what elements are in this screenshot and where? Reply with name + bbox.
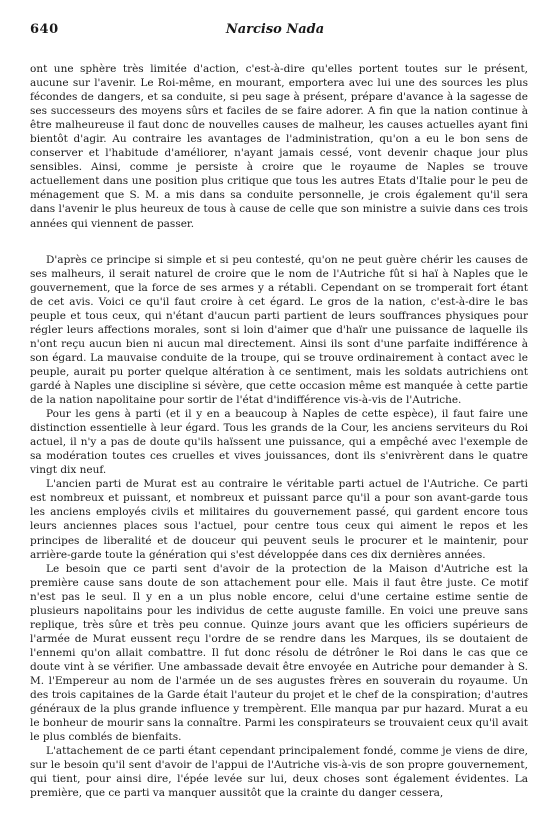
- page-header: [30, 22, 520, 38]
- paragraph: L'attachement de ce parti étant cependant principalement fondé, comme je viens de dire, sur le besoin qu'il sent d'avoir de l'appui de l'Autriche vis-à-vis de son propre gouvernement, qui tient, pour ainsi dire, l'épée levée sur lui, deux choses sont également évidentes. La première, que ce parti va manquer aussitôt que la crainte du danger cessera,: [30, 745, 528, 800]
- paragraph-continuation: ont une sphère très limitée d'action, c'est-à-dire qu'elles portent toutes sur le présent, aucune sur l'avenir. Le Roi-même, en mourant, emportera avec lui une des sources les plus fécondes de dangers, et sa conduite, si peu sage à présent, prépare d'avance à la sagesse de ses successeurs des moyens sûrs et faciles de se faire adorer. A fin que la nation continue à être malheureuse il faut donc de nouvelles causes de malheur, les causes actuelles ayant fini bientôt d'agir. Au contraire les avantages de l'administration, qu'on a eu le bon sens de conserver et l'habitude d'améliorer, n'ayant jamais cessé, vont devenir chaque jour plus sensibles. Ainsi, comme je persiste à croire que le royaume de Naples se trouve actuellement dans une position plus critique que tous les autres Etats d'Italie pour le peu de ménagement que S. M. a mis dans sa conduite personnelle, je crois également qu'il sera dans l'avenir le plus heureux de tous à cause de celle que son ministre a suivie dans ces trois années qui viennent de passer.: [30, 63, 528, 230]
- page-number: 640: [30, 22, 59, 37]
- paragraph: L'ancien parti de Murat est au contraire le véritable parti actuel de l'Autriche. Ce parti est nombreux et puissant, et nombreux et puissant parce qu'il a pour son avant-garde tous les anciens employés civils et militaires du gouvernement passé, qui gardent encore tous leurs anciennes places sous l'actuel, pour centre tous ceux qui aiment le repos et les principes de liberalité et de douceur qui peuvent seuls le procurer et le maintenir, pour arrière-garde toute la génération qui s'est développée dans ces dix dernières années.: [30, 478, 528, 561]
- paragraph: Le besoin que ce parti sent d'avoir de la protection de la Maison d'Autriche est la première cause sans doute de son attachement pour elle. Mais il faut être juste. Ce motif n'est pas le seul. Il y en a un plus noble encore, celui d'une certaine estime sentie de plusieurs napolitains pour les individus de cette auguste famille. En voici une preuve sans replique, très sûre et très peu connue. Quinze jours avant que les officiers supérieurs de l'armée de Murat eussent reçu l'ordre de se rendre dans les Marques, ils se doutaient de l'ennemi qu'on allait combattre. Il fut donc résolu de détrôner le Roi dans le cas que ce doute vint à se vérifier. Une ambassade devait être envoyée en Autriche pour demander à S. M. l'Empereur au nom de l'armée un de ses augustes frères en souverain du royaume. Un des trois capitaines de la Garde était l'auteur du projet et le chef de la conspiration; d'autres généraux de la plus grande influence y trempèrent. Elle manqua par pur hazard. Murat a eu le bonheur de mourir sans la connaître. Parmi les conspirateurs se trouvaient ceux qu'il avait le plus comblés de bienfaits.: [30, 562, 528, 744]
- paragraph: Pour les gens à parti (et il y en a beaucoup à Naples de cette espèce), il faut faire une distinction essentielle à leur égard. Tous les grands de la Cour, les anciens serviteurs du Roi actuel, il n'y a pas de doute qu'ils haïssent une puissance, qui a empêché avec l'exemple de sa modération toutes ces cruelles et vives jouissances, dont ils s'enivrèrent dans le quatre vingt dix neuf.: [30, 408, 528, 477]
- paragraph: D'après ce principe si simple et si peu contesté, qu'on ne peut guère chérir les causes de ses malheurs, il serait naturel de croire que le nom de l'Autriche fût si haï à Naples que le gouvernement, que la force de ses armes y a rétabli. Cependant on se tromperait fort étant de cet avis. Voici ce qu'il faut croire à cet égard. Le gros de la nation, c'est-à-dire le bas peuple et tous ceux, qui n'étant d'aucun parti partient de leurs souffrances physiques pour régler leurs affections morales, sont si loin d'aimer que d'haïr une puissance de laquelle ils n'ont reçu aucun bien ni aucun mal directement. Ainsi ils sont d'une parfaite indifférence à son égard. La mauvaise conduite de la troupe, qui se trouve ordinairement à contact avec le peuple, aurait pu porter quelque altération à ce sentiment, mais les soldats autrichiens ont gardé à Naples une discipline si sévère, que cette occasion même est manquée à cette partie de la nation napolitaine pour sortir de l'état d'indifférence vis-à-vis de l'Autriche.: [30, 253, 528, 407]
- section-gap: [30, 231, 528, 253]
- running-title: Narciso Nada: [225, 22, 325, 37]
- body-text: [30, 62, 528, 800]
